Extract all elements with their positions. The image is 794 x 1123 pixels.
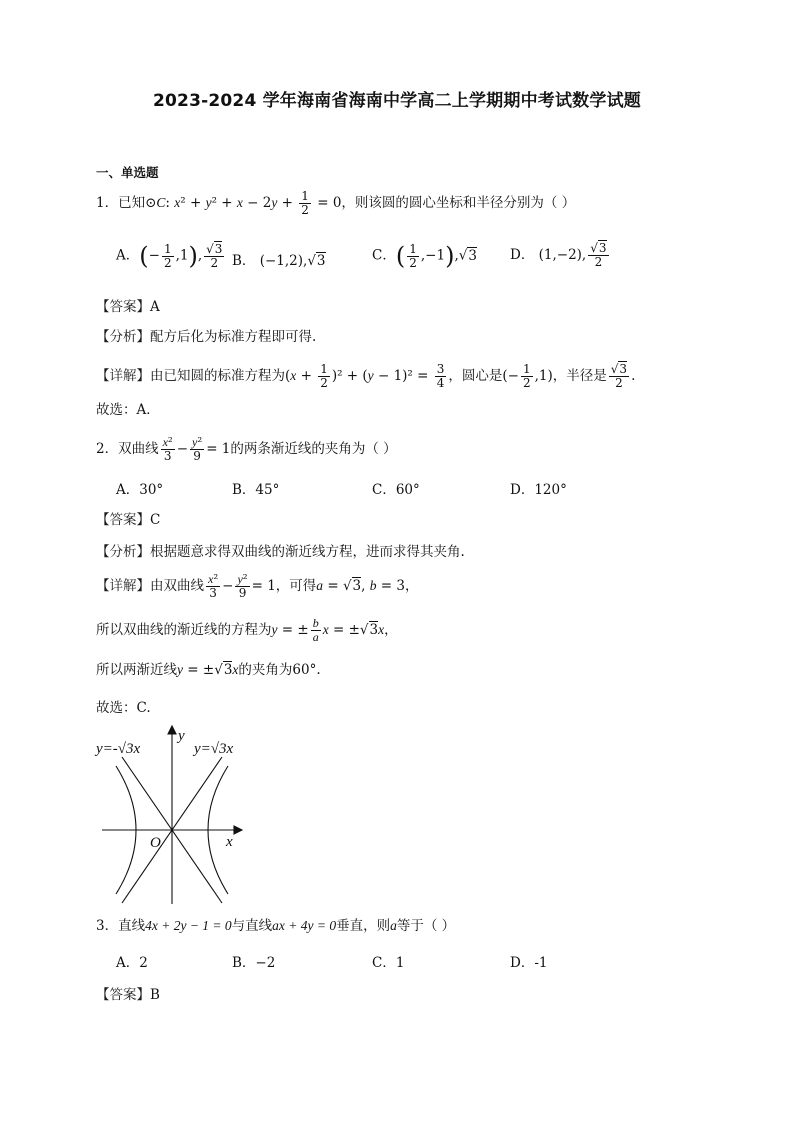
q1-option-a: A．(− $\frac{1}{2}$ ,1), $\frac{√3}{2}$ (116, 241, 223, 270)
q1-choose: 故选：A． (96, 402, 160, 418)
q2-analysis: 【分析】根据题意求得双曲线的渐近线方程，进而求得其夹角. (96, 544, 465, 560)
right-asymptote-label: y=√3x (194, 741, 234, 757)
x-axis-arrow (234, 826, 242, 834)
section-heading: 一、单选题 (96, 165, 159, 180)
q1-stem-post: ，则该圆的圆心坐标和半径分别为（ ） (341, 195, 576, 211)
q1-option-b: B． (−1,2),√3 (232, 253, 326, 269)
q2-answer: 【答案】C (96, 512, 161, 528)
page-title: 2023-2024 学年海南省海南中学高二上学期期中考试数学试题 (152, 91, 641, 111)
q2-stem: 2．双曲线 $\frac{\text{x²}}{3}$ − $\frac{\text{y²}}{9}$ = 1的两条渐近线的夹角为（ ） (96, 435, 397, 463)
q2-detail-line2: 所以双曲线的渐近线的方程为y = ± $\frac{b}{a}$ x = ±√3x， (96, 616, 398, 644)
origin-label: O (150, 835, 161, 851)
q1-number: 1． (96, 195, 119, 211)
q3-option-a: A．2 (116, 955, 148, 971)
left-asymptote-label: y=-√3x (96, 741, 141, 757)
q2-detail-line3: 所以两渐近线y = ±√3x的夹角为60°. (96, 662, 321, 678)
q3-option-b: B．−2 (232, 955, 276, 971)
q1-equation: C (156, 195, 166, 210)
q3-answer: 【答案】B (96, 987, 160, 1003)
q2-option-b: B．45° (232, 482, 280, 498)
q2-option-c: C．60° (372, 482, 420, 498)
q1-stem-pre: 已知⊙ (118, 195, 157, 211)
q3-option-c: C．1 (372, 955, 405, 971)
q1-analysis: 【分析】配方后化为标准方程即可得. (96, 329, 317, 345)
x-axis-label: x (226, 834, 233, 850)
q1-stem: 1．已知⊙C: x² + y² + x − 2y + $\frac{1}{2}$ = 0，则该圆的圆心坐标和半径分别为（ ） (96, 189, 576, 217)
q1-option-d: D． (1,−2), $\frac{√3}{2}$ (510, 241, 607, 269)
y-axis-arrow (168, 726, 176, 734)
q3-option-d: D．-1 (510, 955, 548, 971)
q2-option-d: D．120° (510, 482, 567, 498)
q2-option-a: A．30° (116, 482, 164, 498)
q2-detail: 【详解】由双曲线 $\frac{\text{x²}}{3}$ − $\frac{\text{y²}}{9}$ = 1，可得a = √3, b = 3， (96, 572, 419, 600)
q1-answer: 【答案】A (96, 299, 160, 315)
q2-choose: 故选：C. (96, 700, 151, 716)
q3-stem: 3．直线4x + 2y − 1 = 0与直线ax + 4y = 0垂直，则a等于（ ） (96, 918, 456, 934)
hyperbola-figure (92, 722, 252, 908)
y-axis-label: y (178, 728, 185, 744)
q1-option-c: C．( $\frac{1}{2}$ ,−1),√3 (372, 241, 477, 270)
q1-detail: 【详解】由已知圆的标准方程为(x + $\frac{1}{2}$ )² + (y − 1)² = $\frac{3}{4}$ ，圆心是(− $\frac{1}{2}$ ,1)，半径是 $\frac{√3}{2}$ . (96, 362, 636, 390)
